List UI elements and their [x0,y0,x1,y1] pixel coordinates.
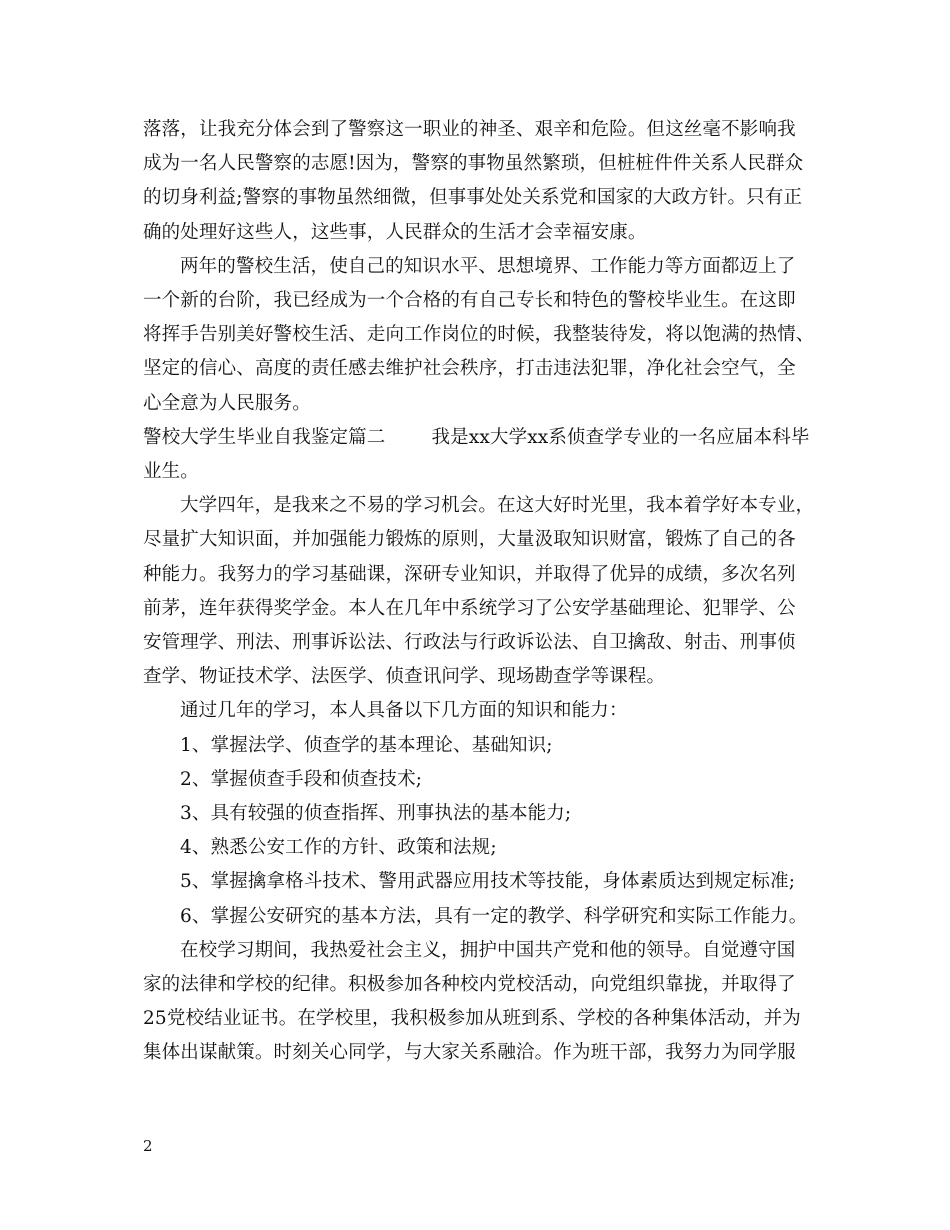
page-number: 2 [143,1137,153,1155]
list-item: 1、掌握法学、侦查学的基本理论、基础知识; [180,734,553,756]
text-line: 大学四年，是我来之不易的学习机会。在这大好时光里，我本着学好本专业， [180,495,815,517]
text-line: 业生。 [143,461,199,483]
text-line: 安管理学、刑法、刑事诉讼法、行政法与行政诉讼法、自卫擒敌、射击、刑事侦 [143,632,796,654]
text-line: 25党校结业证书。在学校里，我积极参加从班到系、学校的各种集体活动，并为 [143,1008,801,1030]
section-heading-line [143,421,823,455]
text-line: 坚定的信心、高度的责任感去维护社会秩序，打击违法犯罪，净化社会空气，全 [143,358,796,380]
section-heading-tail: 我是xx大学xx系侦查学专业的一名应届本科毕 [431,426,810,448]
text-line: 落落，让我充分体会到了警察这一职业的神圣、艰辛和危险。但这丝毫不影响我 [143,119,796,140]
list-item: 2、掌握侦查手段和侦查技术; [180,768,423,790]
list-item: 6、掌握公安研究的基本方法，具有一定的教学、科学研究和实际工作能力。 [180,905,808,927]
text-line: 尽量扩大知识面，并加强能力锻炼的原则，大量汲取知识财富，锻炼了自己的各 [143,529,796,551]
text-line: 家的法律和学校的纪律。积极参加各种校内党校活动，向党组织靠拢，并取得了 [143,974,796,996]
list-item: 3、具有较强的侦查指挥、刑事执法的基本能力; [180,803,572,825]
text-line: 通过几年的学习，本人具备以下几方面的知识和能力： [180,700,628,722]
text-line: 确的处理好这些人，这些事，人民群众的生活才会幸福安康。 [143,221,647,243]
text-line: 查学、物证技术学、法医学、侦查讯问学、现场勘查学等课程。 [143,666,666,688]
text-line: 前茅，连年获得奖学金。本人在几年中系统学习了公安学基础理论、犯罪学、公 [143,597,796,619]
section-heading: 警校大学生毕业自我鉴定篇二 [143,426,386,448]
text-line: 心全意为人民服务。 [143,392,311,414]
text-line: 成为一名人民警察的志愿!因为，警察的事物虽然繁琐，但桩桩件件关系人民群众 [143,153,804,175]
document-body [143,113,823,1071]
text-line: 将挥手告别美好警校生活、走向工作岗位的时候，我整装待发，将以饱满的热情、 [143,324,815,346]
text-line: 一个新的台阶，我已经成为一个合格的有自己专长和特色的警校毕业生。在这即 [143,290,796,312]
text-line: 集体出谋献策。时刻关心同学，与大家关系融洽。作为班干部，我努力为同学服 [143,1042,796,1064]
text-line: 两年的警校生活，使自己的知识水平、思想境界、工作能力等方面都迈上了 [180,255,796,277]
list-item: 4、熟悉公安工作的方针、政策和法规; [180,837,497,859]
list-item: 5、掌握擒拿格斗技术、警用武器应用技术等技能，身体素质达到规定标准; [180,871,796,893]
text-line: 在校学习期间，我热爱社会主义，拥护中国共产党和他的领导。自觉遵守国 [180,939,796,961]
text-line: 种能力。我努力的学习基础课，深研专业知识，并取得了优异的成绩，多次名列 [143,563,796,585]
text-line: 的切身利益;警察的事物虽然细微，但事事处处关系党和国家的大政方针。只有正 [143,187,803,209]
